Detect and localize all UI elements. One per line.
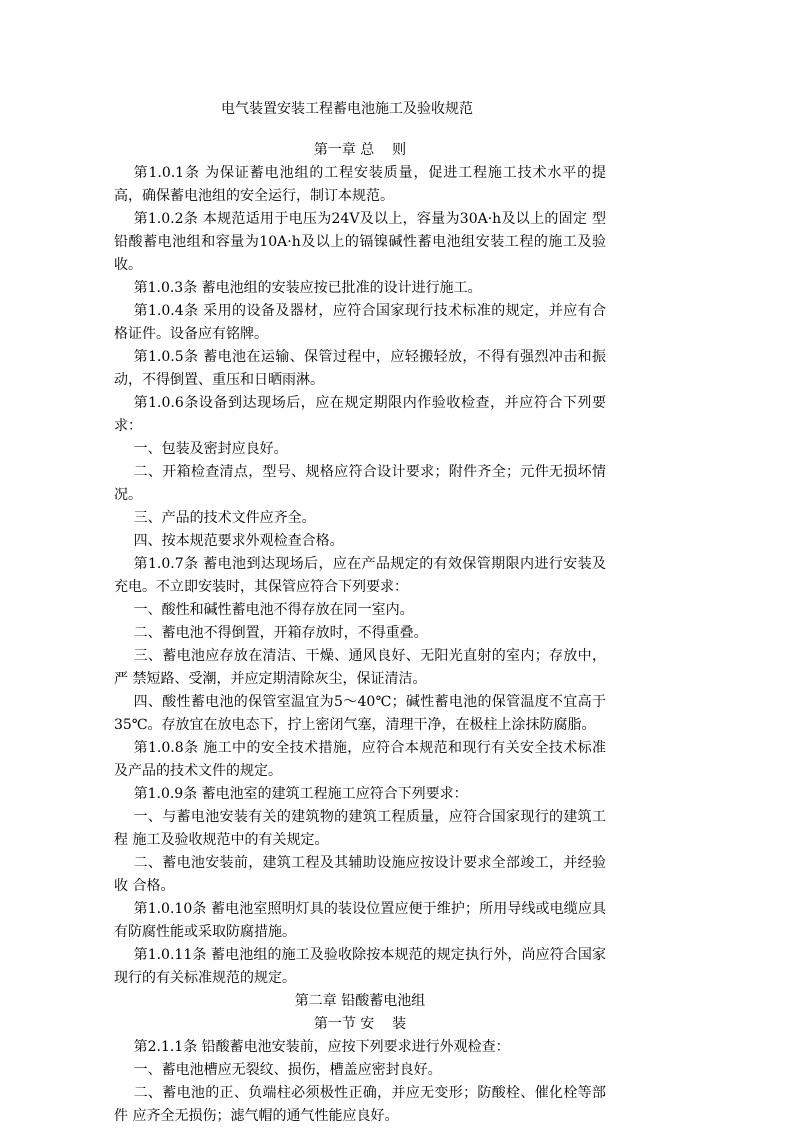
paragraph: 四、酸性蓄电池的保管室温宜为5～40℃；碱性蓄电池的保管温度不宜高于 35℃。存放宜在放电态下，拧上密闭气塞，清理干净，在极柱上涂抹防腐脂。 [114,694,606,733]
paragraph: 第1.0.11条 蓄电池组的施工及验收除按本规范的规定执行外，尚应符合国家现行的有关标准规范的规定。 [114,947,606,986]
paragraph: 第1.0.7条 蓄电池到达现场后，应在产品规定的有效保管期限内进行安装及充电。不立即安装时，其保管应符合下列要求： [114,556,606,595]
paragraph: 一、酸性和碱性蓄电池不得存放在同一室内。 [133,602,414,618]
paragraph: 第1.0.10条 蓄电池室照明灯具的装设位置应便于维护；所用导线或电缆应具有防腐性能或采取防腐措施。 [114,901,606,940]
paragraph: 二、蓄电池不得倒置，开箱存放时，不得重叠。 [133,625,428,641]
section-heading: 第一章 总 则 [313,142,407,158]
paragraph: 第1.0.8条 施工中的安全技术措施，应符合本规范和现行有关安全技术标准及产品的技术文件的规定。 [114,740,606,779]
paragraph: 二、开箱检查清点，型号、规格应符合设计要求；附件齐全；元件无损坏情况。 [114,464,606,503]
paragraph: 三、产品的技术文件应齐全。 [133,510,316,526]
paragraph: 二、蓄电池的正、负端柱必须极性正确，并应无变形；防酸栓、催化栓等部件 应齐全无损伤；滤气帽的通气性能应良好。 [114,1085,606,1124]
paragraph: 第1.0.3条 蓄电池组的安装应按已批准的设计进行施工。 [133,280,482,296]
paragraph: 三、蓄电池应存放在清洁、干燥、通风良好、无阳光直射的室内；存放中，严 禁短路、受潮，并应定期清除灰尘，保证清洁。 [114,648,606,687]
paragraph: 四、按本规范要求外观检查合格。 [133,533,344,549]
document-body [114,139,606,1128]
paragraph: 一、与蓄电池安装有关的建筑物的建筑工程质量，应符合国家现行的建筑工程 施工及验收规范中的有关规定。 [114,809,606,848]
paragraph: 第1.0.2条 本规范适用于电压为24V及以上，容量为30A·h及以上的固定 型铅酸蓄电池组和容量为10A·h及以上的镉镍碱性蓄电池组安装工程的施工及验收。 [114,211,606,273]
document-title: 电气装置安装工程蓄电池施工及验收规范 [221,101,473,117]
paragraph: 第1.0.4条 采用的设备及器材，应符合国家现行技术标准的规定，并应有合格证件。设备应有铭牌。 [114,303,606,342]
paragraph: 一、包装及密封应良好。 [133,441,288,457]
paragraph: 第1.0.9条 蓄电池室的建筑工程施工应符合下列要求： [133,786,468,802]
paragraph: 第1.0.1条 为保证蓄电池组的工程安装质量，促进工程施工技术水平的提高，确保蓄电池组的安全运行，制订本规范。 [114,165,606,204]
paragraph: 一、蓄电池槽应无裂纹、损伤，槽盖应密封良好。 [133,1062,442,1078]
paragraph: 二、蓄电池安装前，建筑工程及其辅助设施应按设计要求全部竣工，并经验收 合格。 [114,855,606,894]
paragraph: 第1.0.5条 蓄电池在运输、保管过程中，应轻搬轻放，不得有强烈冲击和振动，不得倒置、重压和日晒雨淋。 [114,349,606,388]
paragraph: 第2.1.1条 铅酸蓄电池安装前，应按下列要求进行外观检查： [133,1039,510,1055]
section-heading: 第二章 铅酸蓄电池组 [294,993,426,1009]
section-heading: 第一节 安 装 [313,1016,407,1032]
paragraph: 第1.0.6条设备到达现场后，应在规定期限内作验收检查，并应符合下列要求： [114,395,606,434]
